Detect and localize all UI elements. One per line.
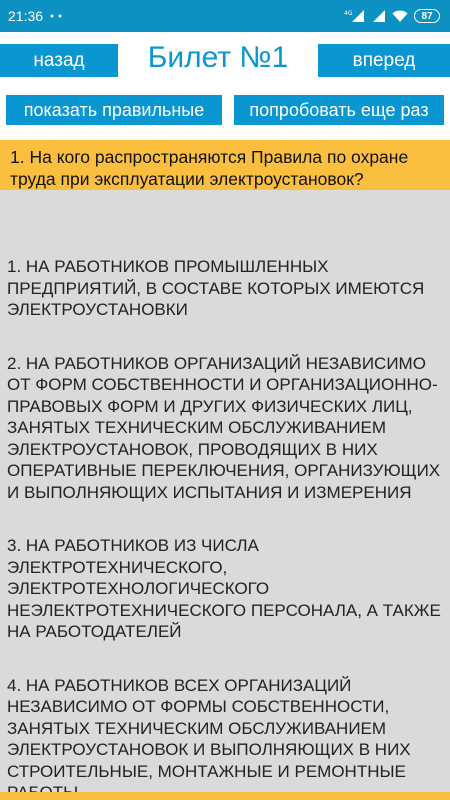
answers-list — [0, 190, 450, 800]
actions-bar — [0, 92, 450, 140]
ticket-navigation — [0, 32, 450, 92]
ticket-title: Билет №1 — [147, 41, 289, 74]
notification-dots-icon — [49, 13, 63, 19]
show-correct-button[interactable]: показать правильные — [6, 95, 222, 125]
signal-bars-icon — [372, 9, 386, 23]
status-bar — [0, 0, 450, 32]
next-button[interactable]: вперед — [318, 44, 450, 77]
status-time: 21:36 — [8, 8, 44, 24]
wifi-icon — [392, 10, 408, 23]
question-text: 1. На кого распространяются Правила по охране труда при эксплуатации электроустановок? — [0, 140, 450, 190]
back-button[interactable]: назад — [0, 44, 118, 77]
retry-button[interactable]: попробовать еще раз — [234, 95, 444, 125]
battery-icon — [414, 9, 440, 23]
signal-icon — [344, 9, 366, 23]
next-question-strip — [0, 792, 450, 800]
network-type: 4G — [344, 10, 353, 17]
battery-level: 87 — [421, 10, 433, 22]
answer-option-3[interactable]: 3. НА РАБОТНИКОВ ИЗ ЧИСЛА ЭЛЕКТРОТЕХНИЧЕСКОГО, ЭЛЕКТРОТЕХНОЛОГИЧЕСКОГО НЕЭЛЕКТРОТЕХНИЧЕСКОГО ПЕРСОНАЛА, А ТАКЖЕ НА РАБОТОДАТЕЛЕЙ — [7, 536, 441, 641]
answer-option-2[interactable]: 2. НА РАБОТНИКОВ ОРГАНИЗАЦИЙ НЕЗАВИСИМО ОТ ФОРМ СОБСТВЕННОСТИ И ОРГАНИЗАЦИОННО-ПРАВОВЫХ ФОРМ И ДРУГИХ ФИЗИЧЕСКИХ ЛИЦ, ЗАНЯТЫХ ТЕХНИЧЕСКИМ ОБСЛУЖИВАНИЕМ ЭЛЕКТРОУСТАНОВОК, ПРОВОДЯЩИХ В НИХ ОПЕРАТИВНЫЕ ПЕРЕКЛЮЧЕНИЯ, ОРГАНИЗУЮЩИХ И ВЫПОЛНЯЮЩИХ ИСПЫТАНИЯ И ИЗМЕРЕНИЯ — [7, 353, 441, 502]
answer-option-4[interactable]: 4. НА РАБОТНИКОВ ВСЕХ ОРГАНИЗАЦИЙ НЕЗАВИСИМО ОТ ФОРМЫ СОБСТВЕННОСТИ, ЗАНЯТЫХ ТЕХНИЧЕСКИМ ОБСЛУЖИВАНИЕМ ЭЛЕКТРОУСТАНОВОК И ВЫПОЛНЯЮЩИХ В НИХ СТРОИТЕЛЬНЫЕ, МОНТАЖНЫЕ И РЕМОНТНЫЕ — [7, 675, 411, 781]
answer-option-1[interactable]: 1. НА РАБОТНИКОВ ПРОМЫШЛЕННЫХ ПРЕДПРИЯТИЙ, В СОСТАВЕ КОТОРЫХ ИМЕЮТСЯ ЭЛЕКТРОУСТАНОВКИ — [7, 257, 425, 319]
